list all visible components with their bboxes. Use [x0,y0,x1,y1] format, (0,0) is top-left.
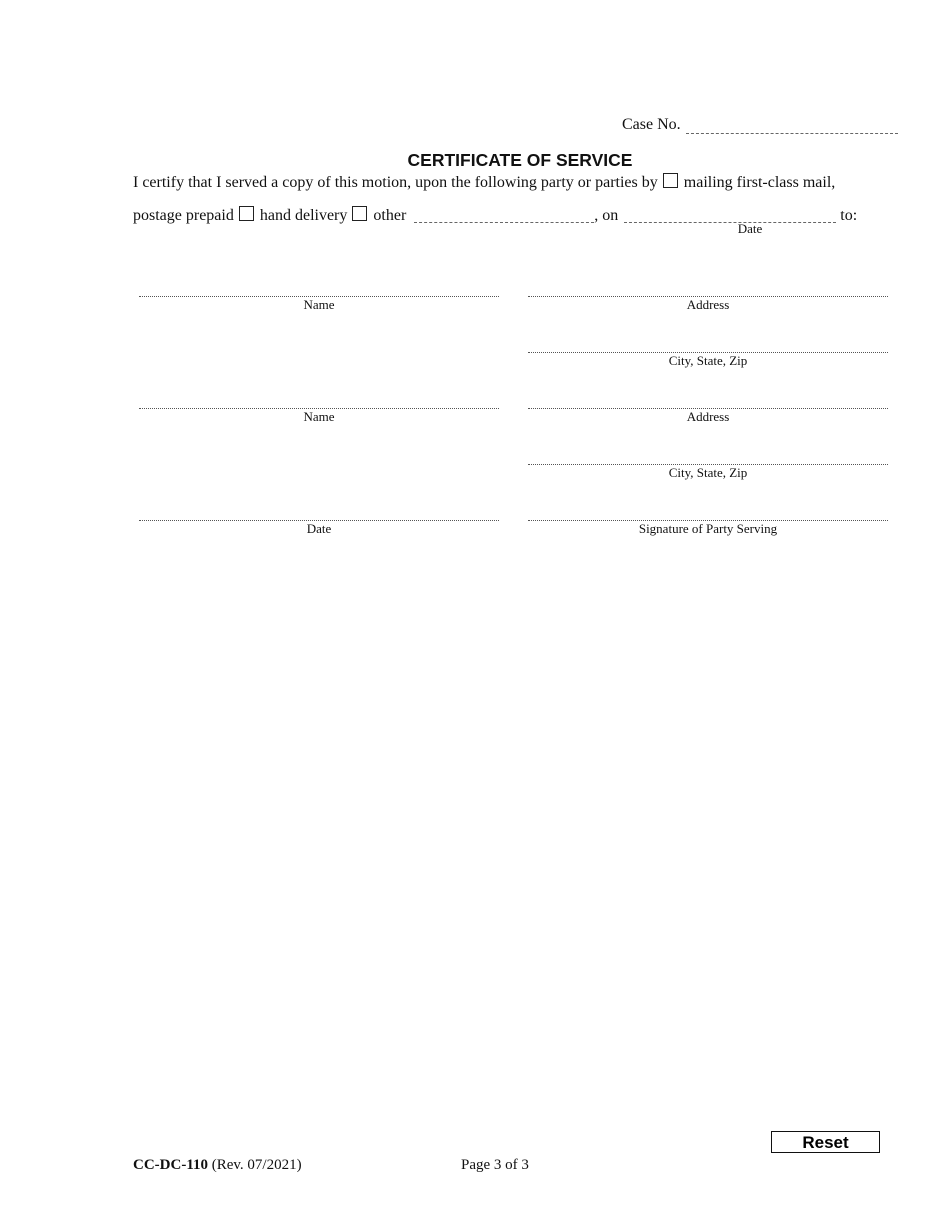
case-number-row [622,116,898,134]
party-2-address [528,408,888,425]
other-checkbox[interactable] [352,206,367,221]
party-2-name [139,408,499,425]
certify-text: I certify that I served a copy of this motion, upon the following party or parties by [133,174,658,191]
case-number-label: Case No. [622,116,681,133]
party-2-city-caption: City, State, Zip [668,465,748,480]
party-1-name [139,296,499,313]
signing-date [139,520,499,537]
party-1-city [528,352,888,369]
party-2-address-caption: Address [686,409,730,424]
party-2-name-caption: Name [303,409,335,424]
party-1-name-caption: Name [303,297,335,312]
form-id: CC-DC-110 [133,1157,208,1173]
form-id-footer [133,1157,302,1174]
other-method-field[interactable] [414,208,594,223]
case-number-field[interactable] [686,119,898,134]
service-date-caption: Date [737,221,763,236]
postage-text: postage prepaid [133,207,234,224]
reset-button[interactable]: Reset [771,1131,880,1153]
page-number: Page 3 of 3 [461,1157,529,1173]
signature [528,520,888,537]
mail-checkbox[interactable] [663,173,678,188]
other-label: other [373,207,407,224]
party-1-address-caption: Address [686,297,730,312]
signing-date-caption: Date [306,521,332,536]
signature-caption: Signature of Party Serving [638,521,778,536]
hand-delivery-label: hand delivery [259,207,348,224]
page-title: CERTIFICATE OF SERVICE [407,150,633,170]
mail-option-label: mailing first-class mail, [683,174,836,191]
party-2-city [528,464,888,481]
certify-line-1 [133,173,835,192]
hand-delivery-checkbox[interactable] [239,206,254,221]
party-1-address [528,296,888,313]
party-1-city-caption: City, State, Zip [668,353,748,368]
form-revision: (Rev. 07/2021) [211,1157,302,1173]
to-text: to: [840,207,858,224]
on-text: , on [594,207,619,224]
